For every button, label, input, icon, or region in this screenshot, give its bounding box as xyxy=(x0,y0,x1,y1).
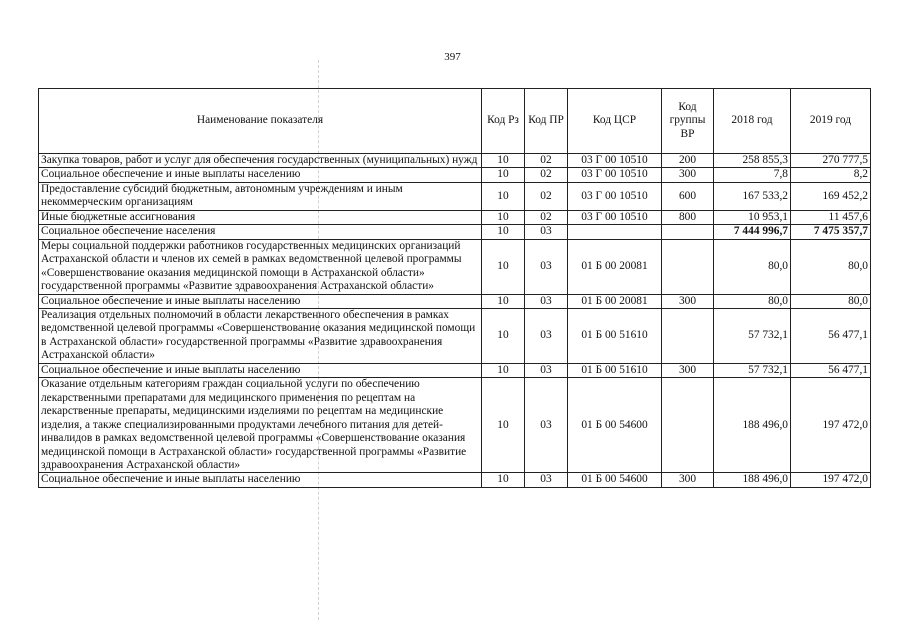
header-vr: Код группы ВР xyxy=(662,89,714,154)
budget-table xyxy=(38,88,871,488)
header-name: Наименование показателя xyxy=(39,89,482,154)
cell-y2019: 197 472,0 xyxy=(791,378,871,473)
table-row xyxy=(39,210,871,224)
cell-vr xyxy=(662,308,714,363)
cell-y2018: 80,0 xyxy=(714,239,791,294)
cell-name: Социальное обеспечение и иные выплаты населению xyxy=(39,363,482,377)
header-row xyxy=(39,89,871,154)
table-row xyxy=(39,182,871,210)
cell-y2018: 7,8 xyxy=(714,168,791,182)
cell-pr: 02 xyxy=(525,210,568,224)
cell-name: Закупка товаров, работ и услуг для обеспечения государственных (муниципальных) нужд xyxy=(39,154,482,168)
cell-y2019: 7 475 357,7 xyxy=(791,225,871,239)
table-row xyxy=(39,239,871,294)
cell-y2018: 258 855,3 xyxy=(714,154,791,168)
cell-csr: 01 Б 00 20081 xyxy=(568,239,662,294)
header-rz: Код Рз xyxy=(482,89,525,154)
cell-rz: 10 xyxy=(482,473,525,487)
cell-name: Социальное обеспечение и иные выплаты населению xyxy=(39,473,482,487)
cell-rz: 10 xyxy=(482,210,525,224)
cell-y2019: 169 452,2 xyxy=(791,182,871,210)
header-2018: 2018 год xyxy=(714,89,791,154)
cell-y2019: 80,0 xyxy=(791,294,871,308)
cell-rz: 10 xyxy=(482,168,525,182)
cell-rz: 10 xyxy=(482,308,525,363)
cell-y2018: 57 732,1 xyxy=(714,308,791,363)
cell-name: Социальное обеспечение и иные выплаты населению xyxy=(39,168,482,182)
cell-name: Реализация отдельных полномочий в области лекарственного обеспечения в рамках ведомственной целевой программы «Совершенствование оказания медицинской помощи в Астраханской области» государственной программы «Развитие здравоохранения Астраханской области» xyxy=(39,308,482,363)
cell-rz: 10 xyxy=(482,182,525,210)
cell-vr xyxy=(662,225,714,239)
cell-name: Иные бюджетные ассигнования xyxy=(39,210,482,224)
cell-csr: 01 Б 00 51610 xyxy=(568,308,662,363)
header-2019: 2019 год xyxy=(791,89,871,154)
cell-name: Социальное обеспечение и иные выплаты населению xyxy=(39,294,482,308)
table-row xyxy=(39,154,871,168)
header-csr: Код ЦСР xyxy=(568,89,662,154)
table-row xyxy=(39,308,871,363)
cell-vr: 300 xyxy=(662,168,714,182)
cell-csr: 01 Б 00 51610 xyxy=(568,363,662,377)
cell-y2018: 80,0 xyxy=(714,294,791,308)
cell-vr xyxy=(662,239,714,294)
cell-rz: 10 xyxy=(482,154,525,168)
cell-y2018: 57 732,1 xyxy=(714,363,791,377)
table-row xyxy=(39,473,871,487)
cell-y2019: 56 477,1 xyxy=(791,308,871,363)
cell-pr: 03 xyxy=(525,473,568,487)
cell-pr: 02 xyxy=(525,182,568,210)
cell-pr: 03 xyxy=(525,239,568,294)
cell-y2018: 7 444 996,7 xyxy=(714,225,791,239)
cell-y2019: 80,0 xyxy=(791,239,871,294)
page-number: 397 xyxy=(444,51,461,63)
table-row xyxy=(39,378,871,473)
cell-y2019: 197 472,0 xyxy=(791,473,871,487)
cell-rz: 10 xyxy=(482,378,525,473)
cell-vr: 300 xyxy=(662,294,714,308)
cell-csr: 03 Г 00 10510 xyxy=(568,210,662,224)
cell-pr: 02 xyxy=(525,168,568,182)
table-row xyxy=(39,363,871,377)
cell-pr: 03 xyxy=(525,294,568,308)
cell-vr: 300 xyxy=(662,473,714,487)
cell-rz: 10 xyxy=(482,294,525,308)
cell-name: Предоставление субсидий бюджетным, автономным учреждениям и иным некоммерческим организациям xyxy=(39,182,482,210)
cell-y2018: 10 953,1 xyxy=(714,210,791,224)
cell-vr: 600 xyxy=(662,182,714,210)
cell-csr xyxy=(568,225,662,239)
cell-csr: 03 Г 00 10510 xyxy=(568,182,662,210)
cell-rz: 10 xyxy=(482,225,525,239)
cell-csr: 01 Б 00 54600 xyxy=(568,378,662,473)
cell-vr: 300 xyxy=(662,363,714,377)
cell-name: Социальное обеспечение населения xyxy=(39,225,482,239)
cell-csr: 01 Б 00 54600 xyxy=(568,473,662,487)
cell-rz: 10 xyxy=(482,239,525,294)
cell-csr: 03 Г 00 10510 xyxy=(568,154,662,168)
table-body xyxy=(39,154,871,488)
cell-y2019: 270 777,5 xyxy=(791,154,871,168)
cell-rz: 10 xyxy=(482,363,525,377)
cell-pr: 03 xyxy=(525,225,568,239)
cell-y2019: 56 477,1 xyxy=(791,363,871,377)
cell-pr: 03 xyxy=(525,308,568,363)
cell-y2019: 8,2 xyxy=(791,168,871,182)
cell-name: Меры социальной поддержки работников государственных медицинских организаций Астраханской области и членов их семей в рамках ведомственной целевой программы «Совершенствование оказания медицинской помощи в Астраханской области» государственной программы «Развитие здравоохранения Астраханской области» xyxy=(39,239,482,294)
cell-pr: 02 xyxy=(525,154,568,168)
cell-csr: 01 Б 00 20081 xyxy=(568,294,662,308)
cell-y2018: 188 496,0 xyxy=(714,473,791,487)
cell-pr: 03 xyxy=(525,378,568,473)
cell-y2018: 188 496,0 xyxy=(714,378,791,473)
table-row xyxy=(39,294,871,308)
cell-vr: 200 xyxy=(662,154,714,168)
cell-pr: 03 xyxy=(525,363,568,377)
cell-vr: 800 xyxy=(662,210,714,224)
table-row xyxy=(39,168,871,182)
cell-y2018: 167 533,2 xyxy=(714,182,791,210)
cell-name: Оказание отдельным категориям граждан социальной услуги по обеспечению лекарственными препаратами для медицинского применения по рецептам на лекарственные препараты, медицинскими изделиями по рецептам на медицинские изделия, а также специализированными продуктами лечебного питания для детей-инвалидов в рамках ведомственной целевой программы «Совершенствование оказания медицинской помощи в Астраханской области» государственной программы «Развитие здравоохранения Астраханской области» xyxy=(39,378,482,473)
cell-y2019: 11 457,6 xyxy=(791,210,871,224)
table-row xyxy=(39,225,871,239)
cell-vr xyxy=(662,378,714,473)
header-pr: Код ПР xyxy=(525,89,568,154)
cell-csr: 03 Г 00 10510 xyxy=(568,168,662,182)
